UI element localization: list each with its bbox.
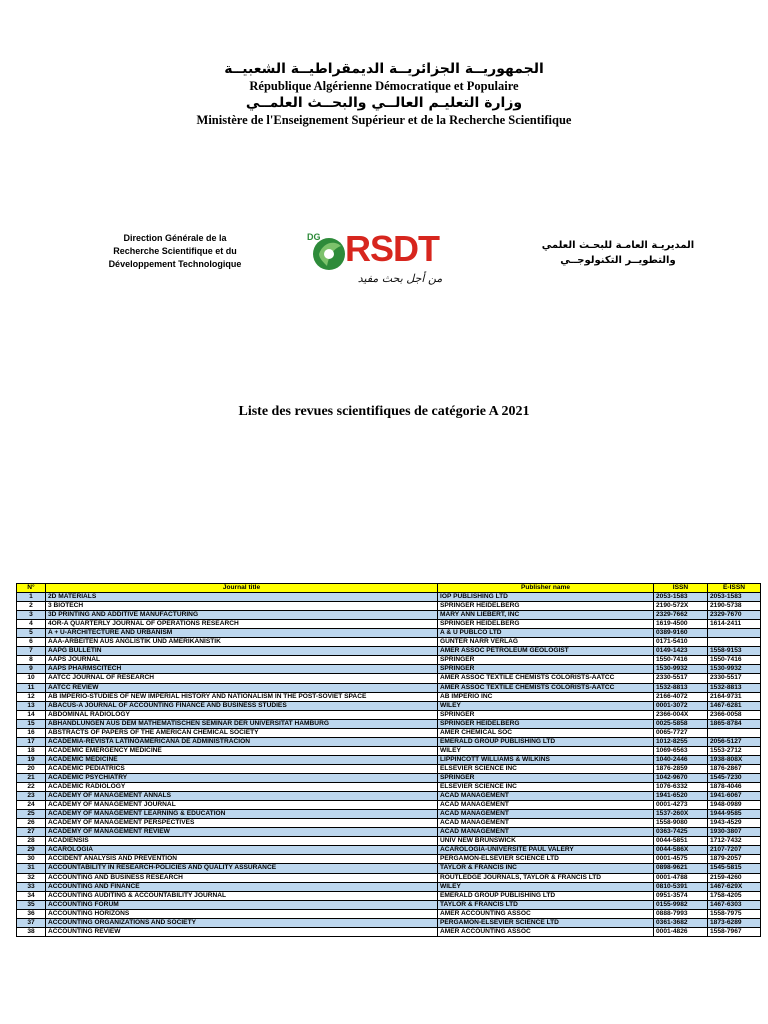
- cell-number: 29: [17, 846, 46, 855]
- table-row: [17, 710, 761, 719]
- cell-journal-title: ACADEMIC PSYCHIATRY: [46, 773, 438, 782]
- header-issn: ISSN: [654, 584, 708, 593]
- french-ministry-heading: Ministère de l'Enseignement Supérieur et de la Recherche Scientifique: [196, 113, 572, 127]
- cell-eissn: 1550-7416: [708, 656, 761, 665]
- header-publisher: Publisher name: [438, 584, 654, 593]
- table-row: [17, 620, 761, 629]
- cell-publisher: PERGAMON-ELSEVIER SCIENCE LTD: [438, 855, 654, 864]
- cell-issn: 0044-5851: [654, 837, 708, 846]
- cell-issn: 0810-5391: [654, 882, 708, 891]
- cell-eissn: 1558-7967: [708, 927, 761, 936]
- cell-publisher: SPRINGER HEIDELBERG: [438, 620, 654, 629]
- cell-eissn: [708, 728, 761, 737]
- cell-publisher: AMER ACCOUNTING ASSOC: [438, 909, 654, 918]
- cell-publisher: AMER ASSOC TEXTILE CHEMISTS COLORISTS-AATCC: [438, 683, 654, 692]
- cell-number: 28: [17, 837, 46, 846]
- cell-issn: 0888-7993: [654, 909, 708, 918]
- table-row: [17, 819, 761, 828]
- cell-publisher: ELSEVIER SCIENCE INC: [438, 764, 654, 773]
- cell-number: 5: [17, 629, 46, 638]
- table-row: [17, 900, 761, 909]
- table-row: [17, 909, 761, 918]
- cell-eissn: 1614-2411: [708, 620, 761, 629]
- cell-publisher: MARY ANN LIEBERT, INC: [438, 611, 654, 620]
- cell-journal-title: ACADEMY OF MANAGEMENT REVIEW: [46, 828, 438, 837]
- cell-journal-title: ABSTRACTS OF PAPERS OF THE AMERICAN CHEMICAL SOCIETY: [46, 728, 438, 737]
- journal-table: [16, 583, 761, 937]
- table-row: [17, 927, 761, 936]
- cell-journal-title: 3D PRINTING AND ADDITIVE MANUFACTURING: [46, 611, 438, 620]
- cell-eissn: 1758-4205: [708, 891, 761, 900]
- cell-number: 37: [17, 918, 46, 927]
- table-row: [17, 918, 761, 927]
- table-row: [17, 855, 761, 864]
- table-row: [17, 873, 761, 882]
- cell-journal-title: ABACUS-A JOURNAL OF ACCOUNTING FINANCE AND BUSINESS STUDIES: [46, 701, 438, 710]
- cell-eissn: 1941-6067: [708, 792, 761, 801]
- cell-eissn: 2366-0058: [708, 710, 761, 719]
- cell-publisher: LIPPINCOTT WILLIAMS & WILKINS: [438, 755, 654, 764]
- cell-journal-title: AB IMPERIO-STUDIES OF NEW IMPERIAL HISTORY AND NATIONALISM IN THE POST-SOVIET SPACE: [46, 692, 438, 701]
- cell-publisher: UNIV NEW BRUNSWICK: [438, 837, 654, 846]
- cell-issn: 2330-5517: [654, 674, 708, 683]
- table-row: [17, 846, 761, 855]
- cell-eissn: [708, 638, 761, 647]
- cell-number: 34: [17, 891, 46, 900]
- cell-number: 35: [17, 900, 46, 909]
- cell-publisher: ACAD MANAGEMENT: [438, 810, 654, 819]
- right-org-line: المديريـة العامـة للبحـث العلمي: [541, 240, 695, 251]
- cell-number: 4: [17, 620, 46, 629]
- cell-issn: 0149-1423: [654, 647, 708, 656]
- cell-publisher: AB IMPERIO INC: [438, 692, 654, 701]
- header-journal-title: Journal title: [46, 584, 438, 593]
- header-number: N°: [17, 584, 46, 593]
- cell-issn: 1558-9080: [654, 819, 708, 828]
- left-org-line: Direction Générale de la: [123, 233, 227, 243]
- cell-journal-title: ACCOUNTING AUDITING & ACCOUNTABILITY JOURNAL: [46, 891, 438, 900]
- cell-eissn: 1530-9932: [708, 665, 761, 674]
- cell-publisher: TAYLOR & FRANCIS LTD: [438, 900, 654, 909]
- table-row: [17, 593, 761, 602]
- cell-eissn: 1944-9585: [708, 810, 761, 819]
- table-row: [17, 755, 761, 764]
- table-row: [17, 692, 761, 701]
- cell-issn: 1537-260X: [654, 810, 708, 819]
- table-row: [17, 810, 761, 819]
- cell-publisher: ACAD MANAGEMENT: [438, 792, 654, 801]
- cell-number: 32: [17, 873, 46, 882]
- cell-publisher: AMER CHEMICAL SOC: [438, 728, 654, 737]
- cell-journal-title: ACAROLOGIA: [46, 846, 438, 855]
- cell-publisher: AMER ACCOUNTING ASSOC: [438, 927, 654, 936]
- cell-journal-title: ACCOUNTING ORGANIZATIONS AND SOCIETY: [46, 918, 438, 927]
- cell-number: 1: [17, 593, 46, 602]
- cell-number: 24: [17, 801, 46, 810]
- cell-number: 18: [17, 746, 46, 755]
- cell-issn: 2053-1583: [654, 593, 708, 602]
- cell-publisher: WILEY: [438, 701, 654, 710]
- table-row: [17, 828, 761, 837]
- cell-journal-title: 2D MATERIALS: [46, 593, 438, 602]
- cell-number: 9: [17, 665, 46, 674]
- table-row: [17, 792, 761, 801]
- cell-journal-title: ACADEMIC EMERGENCY MEDICINE: [46, 746, 438, 755]
- cell-publisher: SPRINGER: [438, 665, 654, 674]
- cell-number: 19: [17, 755, 46, 764]
- cell-number: 16: [17, 728, 46, 737]
- cell-journal-title: ACCOUNTING AND FINANCE: [46, 882, 438, 891]
- cell-journal-title: ACADEMY OF MANAGEMENT JOURNAL: [46, 801, 438, 810]
- cell-issn: 0001-4826: [654, 927, 708, 936]
- cell-journal-title: ACADEMY OF MANAGEMENT ANNALS: [46, 792, 438, 801]
- leaf-globe-icon: [305, 228, 349, 274]
- table-row: [17, 746, 761, 755]
- cell-eissn: 1467-6281: [708, 701, 761, 710]
- cell-number: 10: [17, 674, 46, 683]
- cell-publisher: WILEY: [438, 882, 654, 891]
- cell-number: 26: [17, 819, 46, 828]
- cell-eissn: 1865-8784: [708, 719, 761, 728]
- cell-publisher: SPRINGER: [438, 773, 654, 782]
- cell-eissn: 2159-4260: [708, 873, 761, 882]
- table-row: [17, 638, 761, 647]
- cell-publisher: SPRINGER HEIDELBERG: [438, 719, 654, 728]
- cell-issn: 2190-572X: [654, 602, 708, 611]
- cell-number: 38: [17, 927, 46, 936]
- table-row: [17, 737, 761, 746]
- cell-issn: 0065-7727: [654, 728, 708, 737]
- logo-tagline: من أجل بحث مفيد: [357, 272, 443, 285]
- left-org-line: Développement Technologique: [108, 259, 242, 269]
- cell-issn: 0044-586X: [654, 846, 708, 855]
- cell-eissn: [708, 629, 761, 638]
- cell-publisher: AMER ASSOC TEXTILE CHEMISTS COLORISTS-AATCC: [438, 674, 654, 683]
- cell-journal-title: ACADEMIA-REVISTA LATINOAMERICANA DE ADMINISTRACION: [46, 737, 438, 746]
- cell-issn: 1042-9670: [654, 773, 708, 782]
- left-org-line: Recherche Scientifique et du: [113, 246, 237, 256]
- cell-eissn: 2053-1583: [708, 593, 761, 602]
- cell-publisher: IOP PUBLISHING LTD: [438, 593, 654, 602]
- cell-publisher: AMER ASSOC PETROLEUM GEOLOGIST: [438, 647, 654, 656]
- cell-journal-title: ACADEMY OF MANAGEMENT PERSPECTIVES: [46, 819, 438, 828]
- cell-publisher: GUNTER NARR VERLAG: [438, 638, 654, 647]
- cell-journal-title: 3 BIOTECH: [46, 602, 438, 611]
- cell-issn: 0025-5858: [654, 719, 708, 728]
- left-organization-name: [90, 232, 260, 271]
- cell-publisher: SPRINGER HEIDELBERG: [438, 602, 654, 611]
- cell-journal-title: A + U-ARCHITECTURE AND URBANISM: [46, 629, 438, 638]
- cell-eissn: 2056-5127: [708, 737, 761, 746]
- logo-mark-text: DG: [307, 232, 321, 242]
- cell-publisher: A & U PUBLCO LTD: [438, 629, 654, 638]
- header-eissn: E-ISSN: [708, 584, 761, 593]
- cell-publisher: ACAD MANAGEMENT: [438, 828, 654, 837]
- cell-eissn: 2190-5738: [708, 602, 761, 611]
- cell-journal-title: AAPS JOURNAL: [46, 656, 438, 665]
- cell-number: 23: [17, 792, 46, 801]
- cell-eissn: 1938-808X: [708, 755, 761, 764]
- cell-journal-title: AAPG BULLETIN: [46, 647, 438, 656]
- cell-eissn: 1545-7230: [708, 773, 761, 782]
- cell-eissn: 1558-9153: [708, 647, 761, 656]
- cell-number: 17: [17, 737, 46, 746]
- cell-journal-title: ACCOUNTING FORUM: [46, 900, 438, 909]
- cell-issn: 0001-4788: [654, 873, 708, 882]
- cell-number: 8: [17, 656, 46, 665]
- cell-publisher: ROUTLEDGE JOURNALS, TAYLOR & FRANCIS LTD: [438, 873, 654, 882]
- cell-issn: 1619-4500: [654, 620, 708, 629]
- cell-journal-title: ACCOUNTING AND BUSINESS RESEARCH: [46, 873, 438, 882]
- cell-eissn: 2164-9731: [708, 692, 761, 701]
- cell-journal-title: AATCC JOURNAL OF RESEARCH: [46, 674, 438, 683]
- cell-eissn: 2107-7207: [708, 846, 761, 855]
- table-row: [17, 728, 761, 737]
- cell-publisher: SPRINGER: [438, 656, 654, 665]
- cell-publisher: SPRINGER: [438, 710, 654, 719]
- cell-publisher: ACAD MANAGEMENT: [438, 801, 654, 810]
- cell-publisher: TAYLOR & FRANCIS INC: [438, 864, 654, 873]
- right-organization-name: [528, 238, 708, 268]
- cell-journal-title: 4OR-A QUARTERLY JOURNAL OF OPERATIONS RESEARCH: [46, 620, 438, 629]
- table-row: [17, 783, 761, 792]
- cell-number: 21: [17, 773, 46, 782]
- cell-number: 11: [17, 683, 46, 692]
- cell-issn: 1012-8255: [654, 737, 708, 746]
- table-row: [17, 665, 761, 674]
- cell-number: 31: [17, 864, 46, 873]
- cell-number: 20: [17, 764, 46, 773]
- cell-journal-title: AATCC REVIEW: [46, 683, 438, 692]
- arabic-ministry-heading: وزارة التعليـم العالــي والبحــث العلمــي: [245, 95, 523, 111]
- cell-number: 2: [17, 602, 46, 611]
- cell-number: 36: [17, 909, 46, 918]
- table-row: [17, 891, 761, 900]
- cell-number: 30: [17, 855, 46, 864]
- table-row: [17, 611, 761, 620]
- journal-table-container: [16, 583, 760, 937]
- french-republic-heading: République Algérienne Démocratique et Populaire: [249, 79, 519, 93]
- cell-journal-title: ABHANDLUNGEN AUS DEM MATHEMATISCHEN SEMINAR DER UNIVERSITAT HAMBURG: [46, 719, 438, 728]
- cell-number: 33: [17, 882, 46, 891]
- cell-eissn: 1553-2712: [708, 746, 761, 755]
- table-row: [17, 864, 761, 873]
- cell-issn: 1530-9932: [654, 665, 708, 674]
- cell-eissn: 2330-5517: [708, 674, 761, 683]
- cell-number: 25: [17, 810, 46, 819]
- cell-issn: 0171-5410: [654, 638, 708, 647]
- cell-journal-title: ACCIDENT ANALYSIS AND PREVENTION: [46, 855, 438, 864]
- cell-journal-title: ACADIENSIS: [46, 837, 438, 846]
- cell-number: 12: [17, 692, 46, 701]
- cell-issn: 0001-3072: [654, 701, 708, 710]
- table-row: [17, 773, 761, 782]
- cell-eissn: 1467-629X: [708, 882, 761, 891]
- cell-issn: 2166-4072: [654, 692, 708, 701]
- cell-issn: 1040-2446: [654, 755, 708, 764]
- cell-journal-title: ACADEMIC RADIOLOGY: [46, 783, 438, 792]
- cell-issn: 1550-7416: [654, 656, 708, 665]
- cell-publisher: ELSEVIER SCIENCE INC: [438, 783, 654, 792]
- arabic-republic-heading: الجمهوريــة الجزائريــة الديمقراطيــة الشعبيــة: [224, 61, 544, 77]
- cell-number: 14: [17, 710, 46, 719]
- logo-brand-text: RSDT: [345, 228, 439, 269]
- document-title: Liste des revues scientifiques de catégorie A 2021: [238, 404, 530, 419]
- cell-issn: 1076-6332: [654, 783, 708, 792]
- cell-publisher: ACAROLOGIA-UNIVERSITE PAUL VALERY: [438, 846, 654, 855]
- cell-journal-title: ABDOMINAL RADIOLOGY: [46, 710, 438, 719]
- table-row: [17, 602, 761, 611]
- cell-publisher: EMERALD GROUP PUBLISHING LTD: [438, 891, 654, 900]
- table-row: [17, 719, 761, 728]
- table-row: [17, 647, 761, 656]
- cell-journal-title: AAA-ARBEITEN AUS ANGLISTIK UND AMERIKANISTIK: [46, 638, 438, 647]
- cell-journal-title: ACCOUNTING REVIEW: [46, 927, 438, 936]
- cell-journal-title: ACADEMIC PEDIATRICS: [46, 764, 438, 773]
- cell-journal-title: ACCOUNTABILITY IN RESEARCH-POLICIES AND QUALITY ASSURANCE: [46, 864, 438, 873]
- table-row: [17, 629, 761, 638]
- cell-issn: 0001-4273: [654, 801, 708, 810]
- cell-number: 3: [17, 611, 46, 620]
- cell-issn: 0389-9160: [654, 629, 708, 638]
- cell-issn: 0361-3682: [654, 918, 708, 927]
- cell-eissn: 1879-2057: [708, 855, 761, 864]
- table-row: [17, 701, 761, 710]
- page-header: [0, 60, 768, 128]
- cell-eissn: 1878-4046: [708, 783, 761, 792]
- cell-publisher: ACAD MANAGEMENT: [438, 819, 654, 828]
- cell-issn: 0898-9621: [654, 864, 708, 873]
- cell-publisher: WILEY: [438, 746, 654, 755]
- cell-journal-title: ACADEMY OF MANAGEMENT LEARNING & EDUCATION: [46, 810, 438, 819]
- cell-number: 7: [17, 647, 46, 656]
- cell-issn: 1876-2859: [654, 764, 708, 773]
- table-row: [17, 837, 761, 846]
- cell-issn: 0001-4575: [654, 855, 708, 864]
- cell-publisher: PERGAMON-ELSEVIER SCIENCE LTD: [438, 918, 654, 927]
- table-row: [17, 656, 761, 665]
- cell-eissn: 1467-6303: [708, 900, 761, 909]
- right-org-line: والتطويــر التكنولوجــي: [560, 255, 676, 266]
- cell-issn: 1941-6520: [654, 792, 708, 801]
- cell-journal-title: ACCOUNTING HORIZONS: [46, 909, 438, 918]
- cell-issn: 0951-3574: [654, 891, 708, 900]
- dgrsdt-logo: [305, 226, 470, 296]
- cell-eissn: 1712-7432: [708, 837, 761, 846]
- cell-eissn: 1948-0989: [708, 801, 761, 810]
- cell-journal-title: ACADEMIC MEDICINE: [46, 755, 438, 764]
- cell-issn: 1069-6563: [654, 746, 708, 755]
- table-header-row: [17, 584, 761, 593]
- cell-issn: 2329-7662: [654, 611, 708, 620]
- cell-eissn: 2329-7670: [708, 611, 761, 620]
- cell-eissn: 1876-2867: [708, 764, 761, 773]
- cell-issn: 0155-9982: [654, 900, 708, 909]
- cell-eissn: 1943-4529: [708, 819, 761, 828]
- cell-eissn: 1930-3807: [708, 828, 761, 837]
- cell-number: 6: [17, 638, 46, 647]
- cell-issn: 2366-004X: [654, 710, 708, 719]
- cell-number: 15: [17, 719, 46, 728]
- table-row: [17, 683, 761, 692]
- cell-eissn: 1545-5815: [708, 864, 761, 873]
- cell-number: 27: [17, 828, 46, 837]
- cell-issn: 0363-7425: [654, 828, 708, 837]
- table-row: [17, 801, 761, 810]
- cell-eissn: 1873-6289: [708, 918, 761, 927]
- cell-number: 22: [17, 783, 46, 792]
- cell-eissn: 1532-8813: [708, 683, 761, 692]
- table-row: [17, 674, 761, 683]
- cell-publisher: EMERALD GROUP PUBLISHING LTD: [438, 737, 654, 746]
- cell-issn: 1532-8813: [654, 683, 708, 692]
- table-row: [17, 882, 761, 891]
- cell-journal-title: AAPS PHARMSCITECH: [46, 665, 438, 674]
- table-row: [17, 764, 761, 773]
- cell-number: 13: [17, 701, 46, 710]
- cell-eissn: 1558-7975: [708, 909, 761, 918]
